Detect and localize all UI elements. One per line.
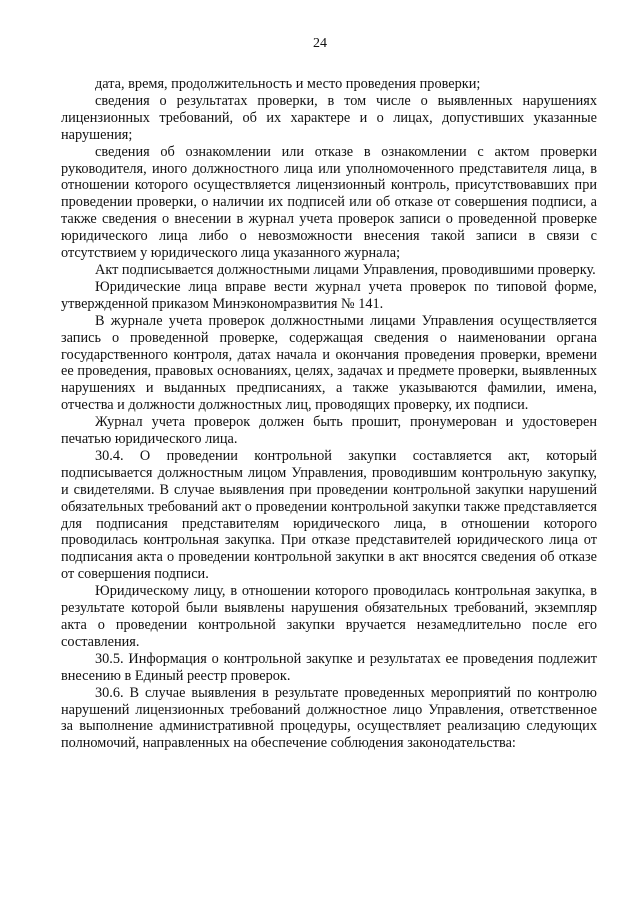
paragraph-journal-seal: Журнал учета проверок должен быть прошит, пронумерован и удостоверен печатью юридического лица. bbox=[61, 414, 597, 448]
paragraph-acquaintance-info: сведения об ознакомлении или отказе в ознакомлении с актом проверки руководителя, иного должностного лица или уполномоченного представителя лица, в отношении которого осуществляется лицензионный контроль, присутствовавших при проведении проверки, о наличии их подписей или об отказе от совершения подписи, а также сведения о внесении в журнал учета проверок записи о проведенной проверке юридического лица либо о невозможности внесения такой записи в связи с отсутствием у юридического лица указанного журнала; bbox=[61, 143, 597, 262]
page-number: 24 bbox=[313, 36, 327, 51]
paragraph-act-signing: Акт подписывается должностными лицами Управления, проводившими проверку. bbox=[95, 261, 596, 278]
paragraph-inspection-date: дата, время, продолжительность и место проведения проверки; bbox=[95, 76, 481, 92]
paragraph-30-6: 30.6. В случае выявления в результате проведенных мероприятий по контролю нарушений лицензионных требований должностное лицо Управления, ответственное за выполнение административной процедуры, осуществляет реализацию следующих полномочий, направленных на обеспечение соблюдения законодательства: bbox=[61, 684, 597, 752]
paragraph-act-copy: Юридическому лицу, в отношении которого проводилась контрольная закупка, в результате которой были выявлены нарушения обязательных требований, экземпляр акта о проведении контрольной закупки вручается незамедлительно после его составления. bbox=[61, 583, 597, 650]
document-body bbox=[61, 76, 597, 752]
paragraph-inspection-results: сведения о результатах проверки, в том числе о выявленных нарушениях лицензионных требований, об их характере и о лицах, допустивших указанные нарушения; bbox=[61, 92, 597, 143]
paragraph-journal-entry: В журнале учета проверок должностными лицами Управления осуществляется запись о проведенной проверке, содержащая сведения о наименовании органа государственного контроля, датах начала и окончания проведения проверки, времени ее проведения, правовых основаниях, целях, задачах и предмете проверки, выявленных нарушениях и выданных предписаниях, а также указываются фамилии, имена, отчества и должности должностных лиц, проводящих проверку, их подписи. bbox=[61, 312, 597, 414]
paragraph-30-4: 30.4. О проведении контрольной закупки составляется акт, который подписывается должностным лицом Управления, проводившим контрольную закупку, и свидетелями. В случае выявления при проведении контрольной закупки нарушений обязательных требований акт о проведении контрольной закупки также представляется для подписания представителям юридического лица, в отношении которого проводилась контрольная закупка. При отказе представителей юридического лица от подписания акта о проведении контрольной закупки в акт вносятся сведения об отказе от совершения подписи. bbox=[61, 447, 597, 583]
paragraph-journal-form: Юридические лица вправе вести журнал учета проверок по типовой форме, утвержденной приказом Минэкономразвития № 141. bbox=[61, 278, 597, 312]
paragraph-30-5: 30.5. Информация о контрольной закупке и результатах ее проведения подлежит внесению в Единый реестр проверок. bbox=[61, 650, 597, 684]
